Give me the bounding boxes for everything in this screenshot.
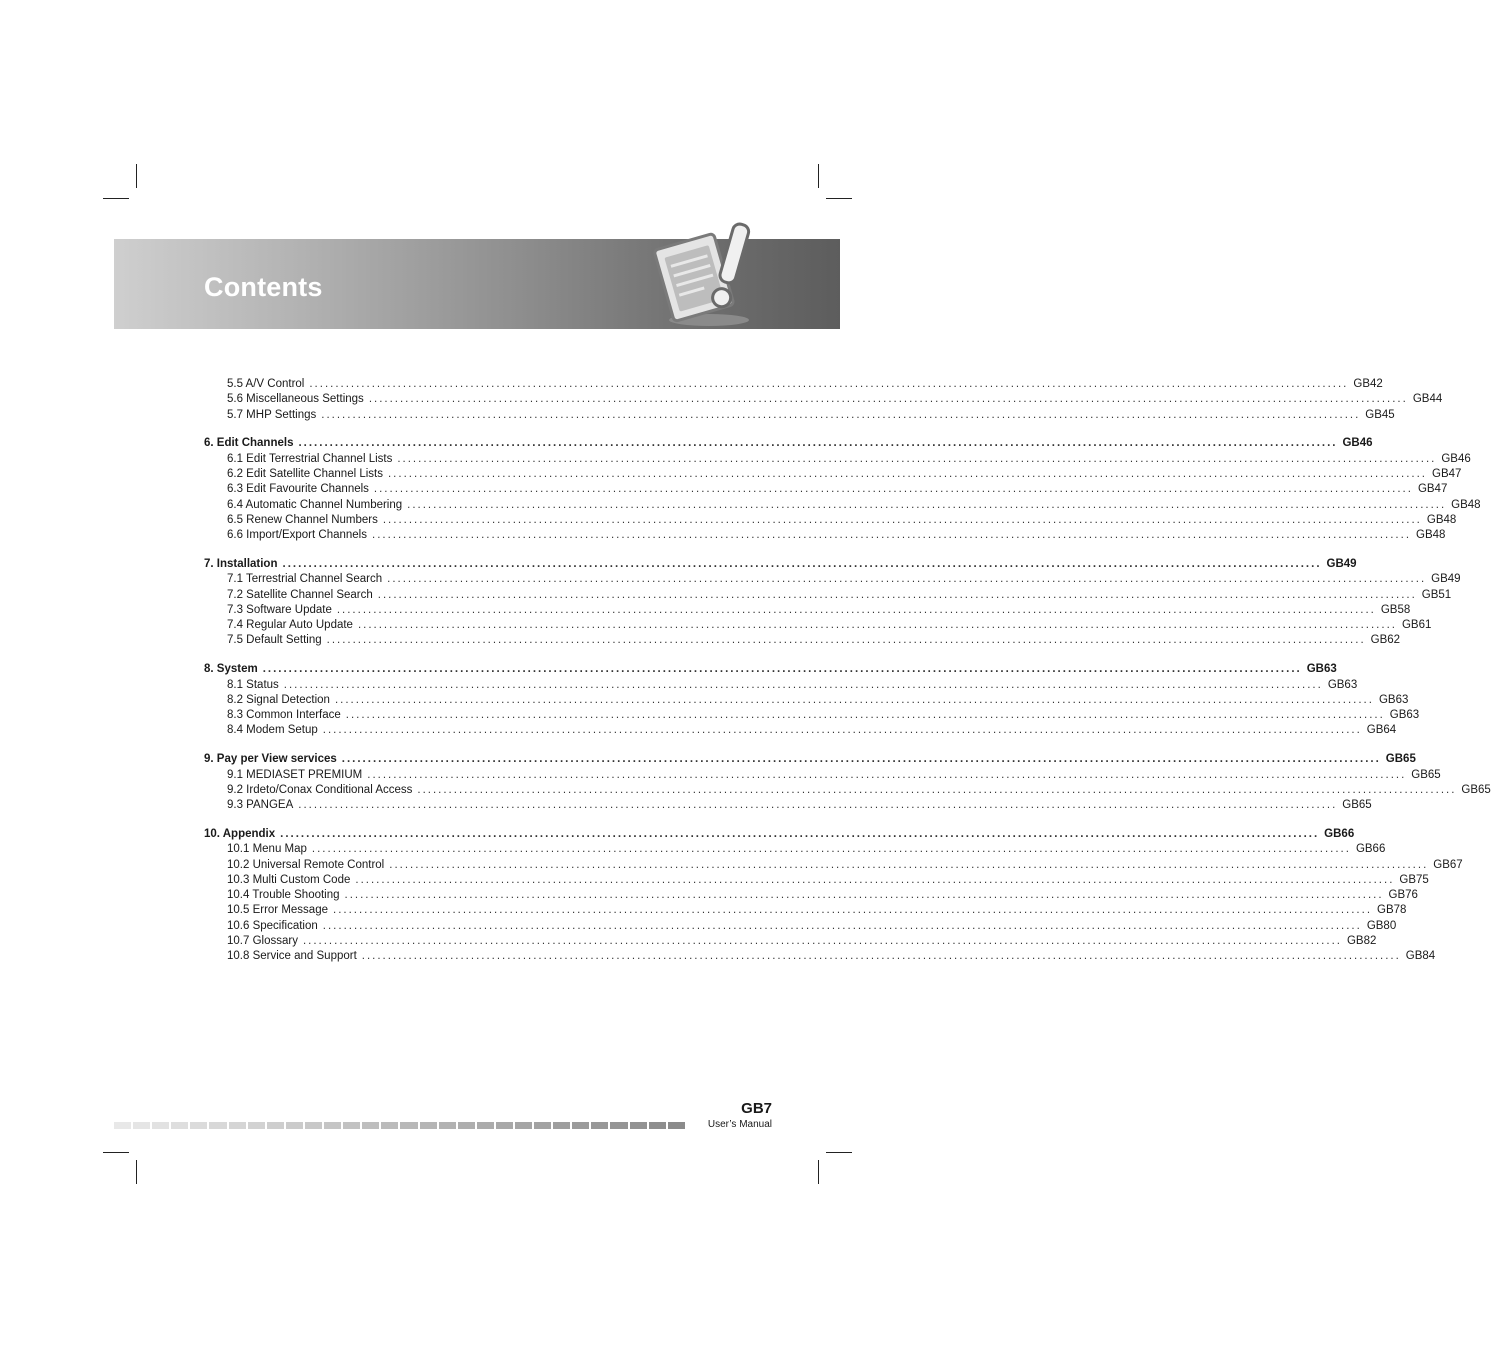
crop-mark	[818, 1160, 819, 1184]
toc-leader-dots: ........................................................................................................................................................................................................	[336, 603, 1376, 616]
toc-section-entry[interactable]	[204, 934, 1377, 949]
toc-entry-page: GB65	[1342, 799, 1372, 812]
toc-entry-page: GB82	[1346, 935, 1377, 947]
toc-entry-page: GB75	[1399, 873, 1429, 886]
toc-leader-dots: ........................................................................................................................................................................................................	[282, 557, 1322, 570]
toc-leader-dots: ........................................................................................................................................................................................................	[280, 827, 1320, 840]
toc-entry-title: 10.1 Menu Map	[227, 843, 307, 856]
toc-section-entry[interactable]	[204, 678, 1358, 693]
crop-mark	[818, 164, 819, 188]
toc-entry-title: 8. System	[204, 663, 258, 676]
footer-bar-segment	[152, 1122, 169, 1129]
toc-entry-page: GB63	[1306, 663, 1337, 676]
crop-mark	[103, 198, 129, 199]
toc-entry-title: 9.3 PANGEA	[227, 799, 294, 812]
toc-entry-page: GB63	[1389, 709, 1420, 722]
toc-entry-title: 6.5 Renew Channel Numbers	[227, 513, 378, 526]
toc-entry-title: 5.7 MHP Settings	[227, 408, 317, 421]
toc-entry-page: GB66	[1324, 827, 1355, 840]
toc-section-entry[interactable]	[204, 588, 1452, 603]
toc-leader-dots: ........................................................................................................................................................................................................	[387, 467, 1427, 480]
toc-section-entry[interactable]	[204, 572, 1461, 587]
toc-entry-title: 8.1 Status	[227, 678, 279, 691]
toc-leader-dots: ........................................................................................................................................................................................................	[262, 663, 1302, 676]
footer-bar-segment	[630, 1122, 647, 1129]
footer-bar-segment	[515, 1122, 532, 1129]
toc-section-entry[interactable]	[204, 603, 1411, 618]
toc-leader-dots: ........................................................................................................................................................................................................	[326, 634, 1366, 647]
toc-entry-title: 10.5 Error Message	[227, 904, 328, 917]
footer-bar-segment	[534, 1122, 551, 1129]
toc-section-entry[interactable]	[204, 392, 1443, 407]
toc-leader-dots: ........................................................................................................................................................................................................	[367, 768, 1407, 781]
toc-leader-dots: ........................................................................................................................................................................................................	[357, 619, 1397, 632]
toc-leader-dots: ........................................................................................................................................................................................................	[372, 529, 1412, 542]
footer-bar-segment	[324, 1122, 341, 1129]
toc-chapter-entry[interactable]	[204, 827, 1355, 842]
toc-entry-page: GB61	[1401, 619, 1432, 632]
toc-entry-title: 10.2 Universal Remote Control	[227, 858, 385, 871]
footer-bar-segment	[553, 1122, 570, 1129]
toc-entry-title: 7. Installation	[204, 557, 278, 570]
toc-entry-title: 7.3 Software Update	[227, 603, 332, 616]
toc-section-entry[interactable]	[204, 618, 1432, 633]
toc-leader-dots: ........................................................................................................................................................................................................	[373, 483, 1413, 496]
toc-leader-dots: ........................................................................................................................................................................................................	[283, 678, 1323, 691]
toc-section-entry[interactable]	[204, 408, 1395, 423]
toc-entry-page: GB65	[1461, 783, 1491, 796]
toc-leader-dots: ........................................................................................................................................................................................................	[355, 873, 1395, 886]
toc-entry-title: 10.3 Multi Custom Code	[227, 873, 351, 886]
toc-chapter-entry[interactable]	[204, 662, 1337, 677]
footer-bar-segment	[133, 1122, 150, 1129]
crop-mark	[136, 1160, 137, 1184]
toc-leader-dots: ........................................................................................................................................................................................................	[298, 437, 1338, 450]
footer-bar-segment	[343, 1122, 360, 1129]
toc-leader-dots: ........................................................................................................................................................................................................	[302, 935, 1342, 947]
toc-entry-page: GB67	[1433, 858, 1463, 871]
toc-entry-page: GB84	[1405, 950, 1436, 963]
toc-entry-page: GB46	[1441, 452, 1471, 465]
toc-entry-page: GB49	[1326, 557, 1357, 570]
toc-section-entry[interactable]	[204, 858, 1463, 873]
toc-leader-dots: ........................................................................................................................................................................................................	[309, 378, 1349, 390]
toc-entry-title: 7.2 Satellite Channel Search	[227, 588, 373, 601]
manual-label: User’s Manual	[707, 1119, 772, 1130]
toc-section-entry[interactable]	[204, 708, 1420, 723]
footer-bar-segment	[572, 1122, 589, 1129]
toc-leader-dots: ........................................................................................................................................................................................................	[389, 858, 1429, 871]
toc-section-entry[interactable]	[204, 693, 1409, 708]
toc-entry-title: 8.3 Common Interface	[227, 709, 341, 722]
footer-bar-segment	[477, 1122, 494, 1129]
toc-entry-page: GB65	[1411, 768, 1441, 781]
footer-bar-segment	[496, 1122, 513, 1129]
footer-bar-segment	[305, 1122, 322, 1129]
toc-entry-page: GB45	[1365, 408, 1395, 421]
table-of-contents	[204, 377, 1491, 965]
toc-section-entry[interactable]	[204, 633, 1401, 648]
toc-entry-page: GB48	[1416, 529, 1446, 542]
toc-section-entry[interactable]	[204, 919, 1397, 934]
toc-chapter-entry[interactable]	[204, 557, 1357, 572]
toc-leader-dots: ........................................................................................................................................................................................................	[368, 393, 1408, 406]
toc-entry-title: 6.6 Import/Export Channels	[227, 529, 367, 542]
toc-entry-title: 10.7 Glossary	[227, 935, 298, 947]
toc-section-entry[interactable]	[204, 528, 1446, 543]
toc-section-entry[interactable]	[204, 467, 1462, 482]
toc-leader-dots: ........................................................................................................................................................................................................	[321, 408, 1361, 421]
toc-entry-title: 8.4 Modem Setup	[227, 724, 318, 737]
toc-entry-title: 10.4 Trouble Shooting	[227, 889, 340, 902]
crop-mark	[136, 164, 137, 188]
toc-leader-dots: ........................................................................................................................................................................................................	[382, 513, 1422, 526]
footer-bar-segment	[649, 1122, 666, 1129]
toc-entry-page: GB63	[1378, 693, 1409, 706]
toc-leader-dots: ........................................................................................................................................................................................................	[344, 889, 1384, 902]
toc-section-entry[interactable]	[204, 903, 1407, 918]
toc-entry-page: GB64	[1366, 724, 1397, 737]
toc-entry-page: GB46	[1342, 437, 1373, 450]
toc-entry-title: 10.8 Service and Support	[227, 950, 357, 963]
footer-bar-segment	[420, 1122, 437, 1129]
toc-entry-title: 6. Edit Channels	[204, 437, 294, 450]
toc-leader-dots: ........................................................................................................................................................................................................	[298, 799, 1338, 812]
toc-section-entry[interactable]	[204, 949, 1436, 964]
toc-section-entry[interactable]	[204, 482, 1448, 497]
toc-entry-title: 9. Pay per View services	[204, 753, 337, 766]
toc-entry-title: 6.1 Edit Terrestrial Channel Lists	[227, 452, 393, 465]
toc-leader-dots: ........................................................................................................................................................................................................	[407, 498, 1447, 511]
toc-entry-page: GB66	[1355, 843, 1386, 856]
toc-entry-title: 10.6 Specification	[227, 919, 318, 932]
toc-entry-title: 8.2 Signal Detection	[227, 693, 330, 706]
toc-section-entry[interactable]	[204, 723, 1397, 738]
crop-mark	[826, 1152, 852, 1153]
page-number: GB7	[741, 1100, 772, 1117]
footer-bar-segment	[286, 1122, 303, 1129]
toc-chapter-entry[interactable]	[204, 752, 1416, 767]
toc-section-entry[interactable]	[204, 513, 1457, 528]
header-banner	[114, 239, 840, 329]
toc-section-entry[interactable]	[204, 783, 1491, 798]
toc-leader-dots: ........................................................................................................................................................................................................	[322, 919, 1362, 932]
footer-bar-segment	[209, 1122, 226, 1129]
toc-leader-dots: ........................................................................................................................................................................................................	[387, 573, 1427, 586]
footer-bar-segment	[267, 1122, 284, 1129]
toc-entry-title: 9.1 MEDIASET PREMIUM	[227, 768, 363, 781]
toc-leader-dots: ........................................................................................................................................................................................................	[341, 753, 1381, 766]
footer-bar-segment	[229, 1122, 246, 1129]
toc-entry-page: GB65	[1385, 753, 1416, 766]
toc-entry-title: 7.5 Default Setting	[227, 634, 322, 647]
toc-entry-page: GB48	[1451, 498, 1481, 511]
toc-entry-title: 5.6 Miscellaneous Settings	[227, 393, 364, 406]
toc-entry-title: 10. Appendix	[204, 827, 276, 840]
toc-entry-page: GB62	[1370, 634, 1401, 647]
toc-chapter-entry[interactable]	[204, 436, 1373, 451]
crop-mark	[103, 1152, 129, 1153]
footer-bar-segment	[439, 1122, 456, 1129]
document-exclamation-icon	[649, 217, 761, 332]
toc-entry-page: GB47	[1417, 483, 1448, 496]
toc-entry-page: GB63	[1327, 678, 1358, 691]
toc-entry-page: GB78	[1377, 904, 1407, 917]
toc-section-entry[interactable]	[204, 873, 1429, 888]
footer-bar-segment	[190, 1122, 207, 1129]
footer-bar-segment	[610, 1122, 627, 1129]
toc-leader-dots: ........................................................................................................................................................................................................	[361, 950, 1401, 963]
toc-entry-title: 7.1 Terrestrial Channel Search	[227, 573, 383, 586]
toc-leader-dots: ........................................................................................................................................................................................................	[345, 709, 1385, 722]
toc-leader-dots: ........................................................................................................................................................................................................	[417, 783, 1457, 796]
footer-bar-segment	[668, 1122, 685, 1129]
toc-entry-page: GB51	[1421, 588, 1452, 601]
toc-section-entry[interactable]	[204, 798, 1372, 813]
toc-entry-title: 5.5 A/V Control	[227, 378, 305, 390]
toc-section-entry[interactable]	[204, 498, 1481, 513]
toc-section-entry[interactable]	[204, 888, 1418, 903]
toc-section-entry[interactable]	[204, 768, 1441, 783]
toc-entry-title: 9.2 Irdeto/Conax Conditional Access	[227, 783, 413, 796]
footer-bar-segment	[171, 1122, 188, 1129]
toc-entry-page: GB80	[1366, 919, 1397, 932]
toc-entry-page: GB76	[1388, 889, 1418, 902]
crop-mark	[826, 198, 852, 199]
toc-entry-title: 6.2 Edit Satellite Channel Lists	[227, 467, 383, 480]
toc-entry-page: GB58	[1380, 603, 1411, 616]
footer-bar-segment	[591, 1122, 608, 1129]
toc-section-entry[interactable]	[204, 377, 1383, 392]
toc-entry-page: GB48	[1426, 513, 1457, 526]
toc-leader-dots: ........................................................................................................................................................................................................	[377, 588, 1417, 601]
toc-entry-page: GB42	[1353, 378, 1383, 390]
toc-section-entry[interactable]	[204, 842, 1386, 857]
toc-entry-page: GB47	[1432, 467, 1462, 480]
toc-leader-dots: ........................................................................................................................................................................................................	[311, 843, 1351, 856]
footer-bar-segment	[381, 1122, 398, 1129]
toc-leader-dots: ........................................................................................................................................................................................................	[333, 904, 1373, 917]
toc-leader-dots: ........................................................................................................................................................................................................	[334, 693, 1374, 706]
toc-entry-title: 6.3 Edit Favourite Channels	[227, 483, 369, 496]
footer-bar-segment	[400, 1122, 417, 1129]
toc-section-entry[interactable]	[204, 452, 1471, 467]
page-title: Contents	[204, 272, 323, 302]
footer-decoration-bar	[114, 1122, 685, 1129]
toc-entry-title: 7.4 Regular Auto Update	[227, 619, 353, 632]
footer-bar-segment	[114, 1122, 131, 1129]
toc-leader-dots: ........................................................................................................................................................................................................	[397, 452, 1437, 465]
footer-bar-segment	[362, 1122, 379, 1129]
toc-entry-page: GB44	[1412, 393, 1443, 406]
toc-entry-title: 6.4 Automatic Channel Numbering	[227, 498, 403, 511]
footer-bar-segment	[458, 1122, 475, 1129]
footer-bar-segment	[248, 1122, 265, 1129]
toc-leader-dots: ........................................................................................................................................................................................................	[322, 724, 1362, 737]
toc-entry-page: GB49	[1431, 573, 1461, 586]
